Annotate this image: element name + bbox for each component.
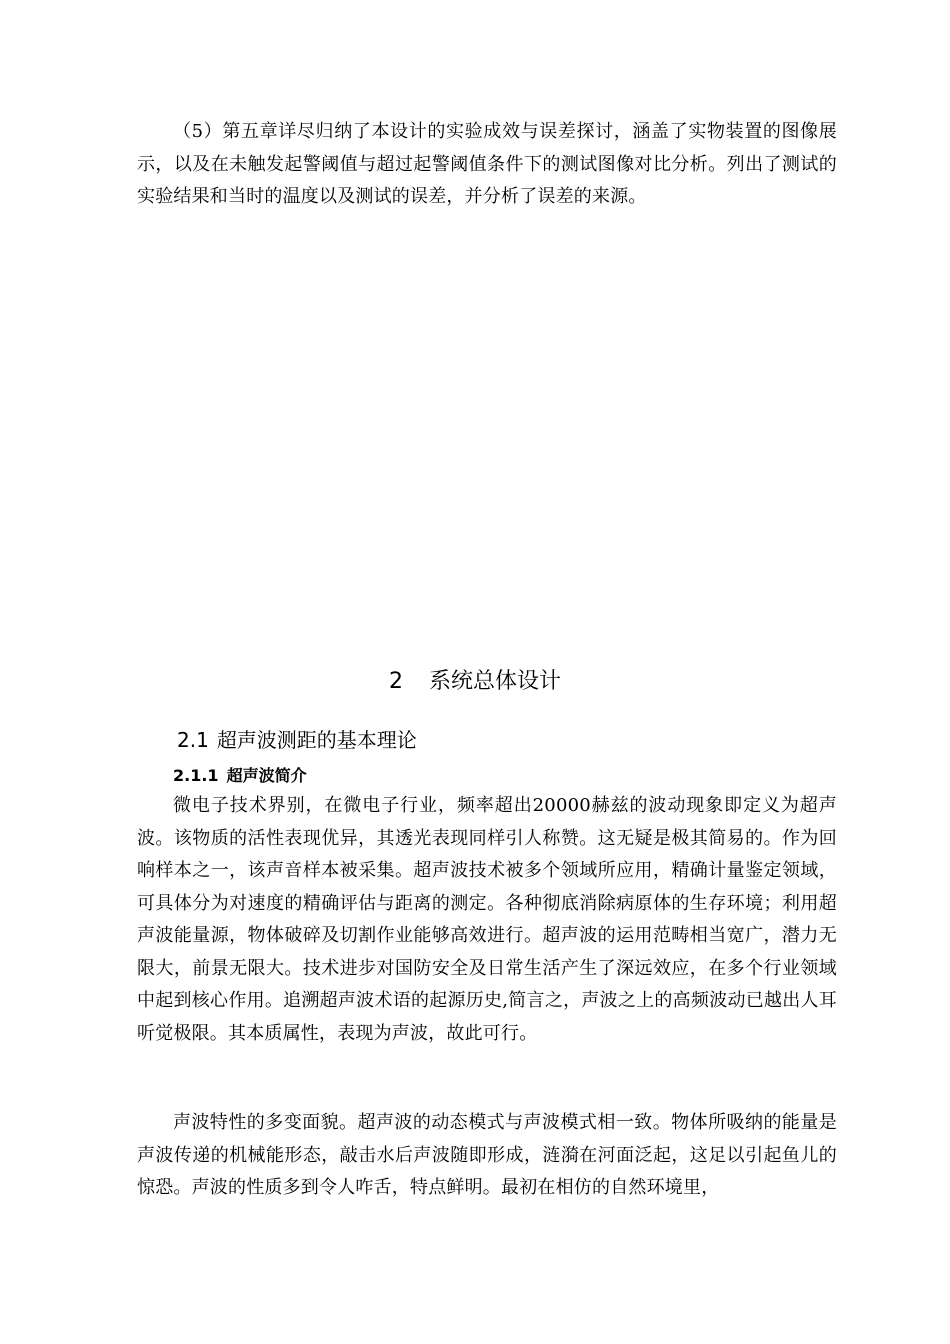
section-heading xyxy=(177,724,417,753)
ultrasound-intro-paragraph: 微电子技术界别，在微电子行业，频率超出20000赫兹的波动现象即定义为超声波。该物质的活性表现优异，其透光表现同样引人称赞。这无疑是极其简易的。作为回响样本之一，该声音样本被采集。超声波技术被多个领域所应用，精确计量鉴定领域，可具体分为对速度的精确评估与距离的测定。各种彻底消除病原体的生存环境；利用超声波能量源，物体破碎及切割作业能够高效进行。超声波的运用范畴相当宽广，潜力无限大，前景无限大。技术进步对国防安全及日常生活产生了深远效应，在多个行业领域中起到核心作用。追溯超声波术语的起源历史,简言之，声波之上的高频波动已越出人耳听觉极限。其本质属性，表现为声波，故此可行。 xyxy=(137,795,837,1044)
chapter-five-summary-paragraph: （5）第五章详尽归纳了本设计的实验成效与误差探讨，涵盖了实物装置的图像展示，以及在未触发起警阈值与超过起警阈值条件下的测试图像对比分析。列出了测试的实验结果和当时的温度以及测试的误差，并分析了误差的来源。 xyxy=(137,121,837,207)
chapter-title-text: 系统总体设计 xyxy=(428,669,561,694)
chapter-number: 2 xyxy=(388,669,403,694)
subsection-title-text: 超声波简介 xyxy=(226,766,307,785)
wave-properties-paragraph: 声波特性的多变面貌。超声波的动态模式与声波模式相一致。物体所吸纳的能量是声波传递的机械能形态，敲击水后声波随即形成，涟漪在河面泛起，这足以引起鱼儿的惊恐。声波的性质多到令人咋舌，特点鲜明。最初在相仿的自然环境里， xyxy=(137,1112,837,1198)
section-title-text: 超声波测距的基本理论 xyxy=(216,728,417,752)
chapter-heading xyxy=(0,664,950,695)
subsection-heading xyxy=(173,763,307,786)
section-number: 2.1 xyxy=(177,728,209,752)
subsection-number: 2.1.1 xyxy=(173,766,219,785)
